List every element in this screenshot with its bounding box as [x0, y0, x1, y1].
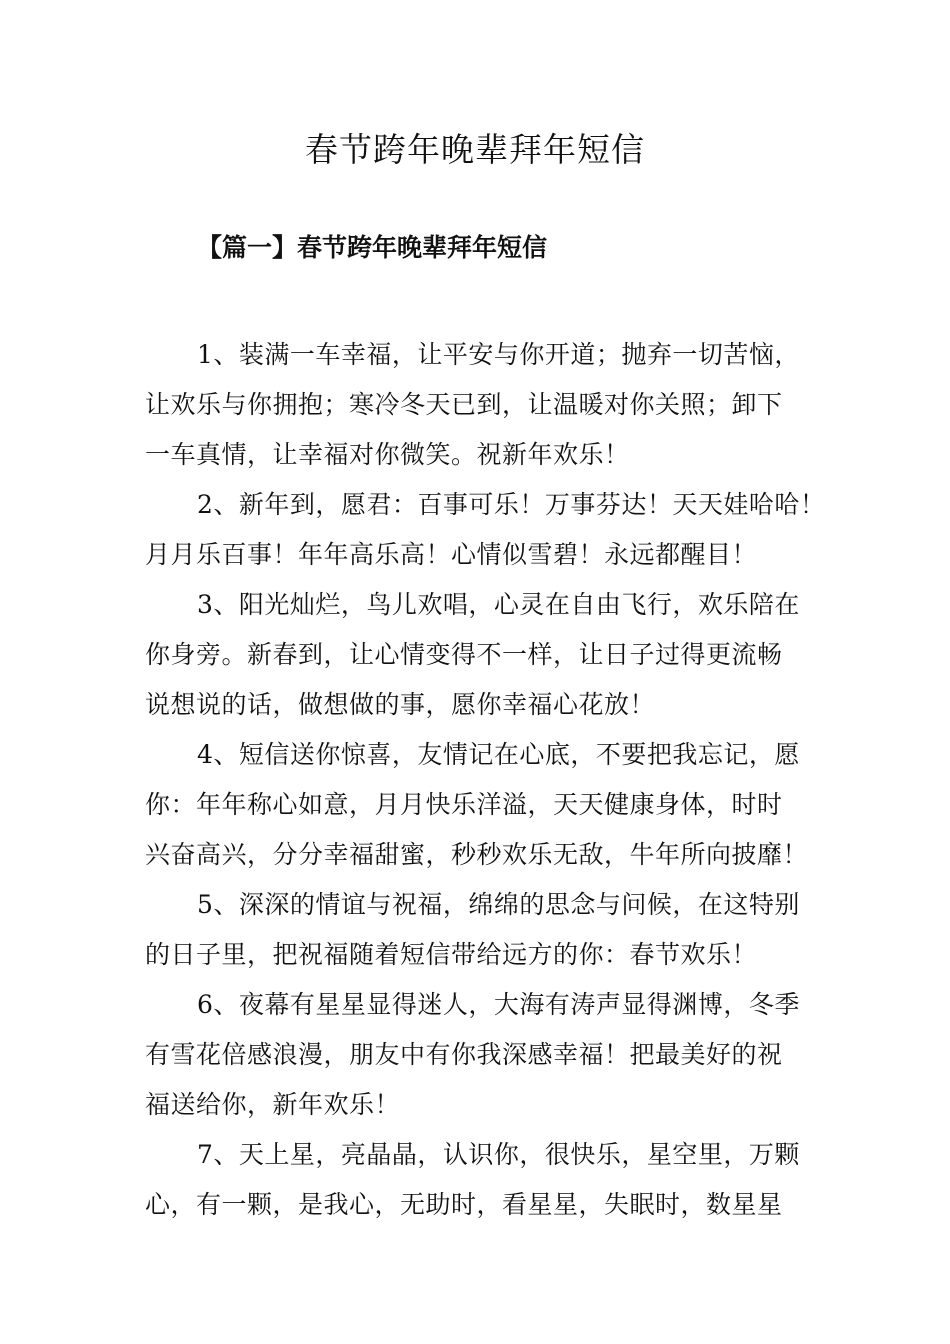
paragraph-line: 让欢乐与你拥抱；寒冷冬天已到，让温暖对你关照；卸下 — [145, 390, 783, 419]
paragraph-2 — [145, 480, 825, 580]
document-title: 春节跨年晚辈拜年短信 — [305, 130, 645, 169]
section-heading: 【篇一】春节跨年晚辈拜年短信 — [197, 233, 548, 262]
paragraph-line: 你：年年称心如意，月月快乐洋溢，天天健康身体，时时 — [145, 790, 783, 819]
paragraph-line: 说想说的话，做想做的事，愿你幸福心花放！ — [145, 690, 656, 719]
paragraph-line: 有雪花倍感浪漫，朋友中有你我深感幸福！把最美好的祝 — [145, 1040, 783, 1069]
paragraph-line: 福送给你，新年欢乐！ — [145, 1090, 401, 1119]
paragraph-7 — [145, 1130, 825, 1230]
paragraph-line: 4、短信送你惊喜，友情记在心底，不要把我忘记，愿 — [197, 740, 800, 769]
document-body — [145, 330, 825, 1230]
paragraph-line: 1、装满一车幸福，让平安与你开道；抛弃一切苦恼， — [197, 340, 800, 369]
paragraph-1 — [145, 330, 825, 480]
paragraph-line: 5、深深的情谊与祝福，绵绵的思念与问候，在这特别 — [197, 890, 800, 919]
paragraph-line: 3、阳光灿烂，鸟儿欢唱，心灵在自由飞行，欢乐陪在 — [197, 590, 800, 619]
paragraph-line: 7、天上星，亮晶晶，认识你，很快乐，星空里，万颗 — [197, 1140, 800, 1169]
paragraph-line: 月月乐百事！年年高乐高！心情似雪碧！永远都醒目！ — [145, 540, 758, 569]
paragraph-3 — [145, 580, 825, 730]
paragraph-line: 的日子里，把祝福随着短信带给远方的你：春节欢乐！ — [145, 940, 758, 969]
paragraph-6 — [145, 980, 825, 1130]
paragraph-line: 心，有一颗，是我心，无助时，看星星，失眠时，数星星 — [145, 1190, 783, 1219]
paragraph-line: 兴奋高兴，分分幸福甜蜜，秒秒欢乐无敌，牛年所向披靡！ — [145, 840, 809, 869]
paragraph-4 — [145, 730, 825, 880]
paragraph-line: 一车真情，让幸福对你微笑。祝新年欢乐！ — [145, 440, 630, 469]
paragraph-5 — [145, 880, 825, 980]
paragraph-line: 2、新年到，愿君：百事可乐！万事芬达！天天娃哈哈！ — [197, 490, 826, 519]
paragraph-line: 6、夜幕有星星显得迷人，大海有涛声显得渊博，冬季 — [197, 990, 800, 1019]
paragraph-line: 你身旁。新春到，让心情变得不一样，让日子过得更流畅 — [145, 640, 783, 669]
